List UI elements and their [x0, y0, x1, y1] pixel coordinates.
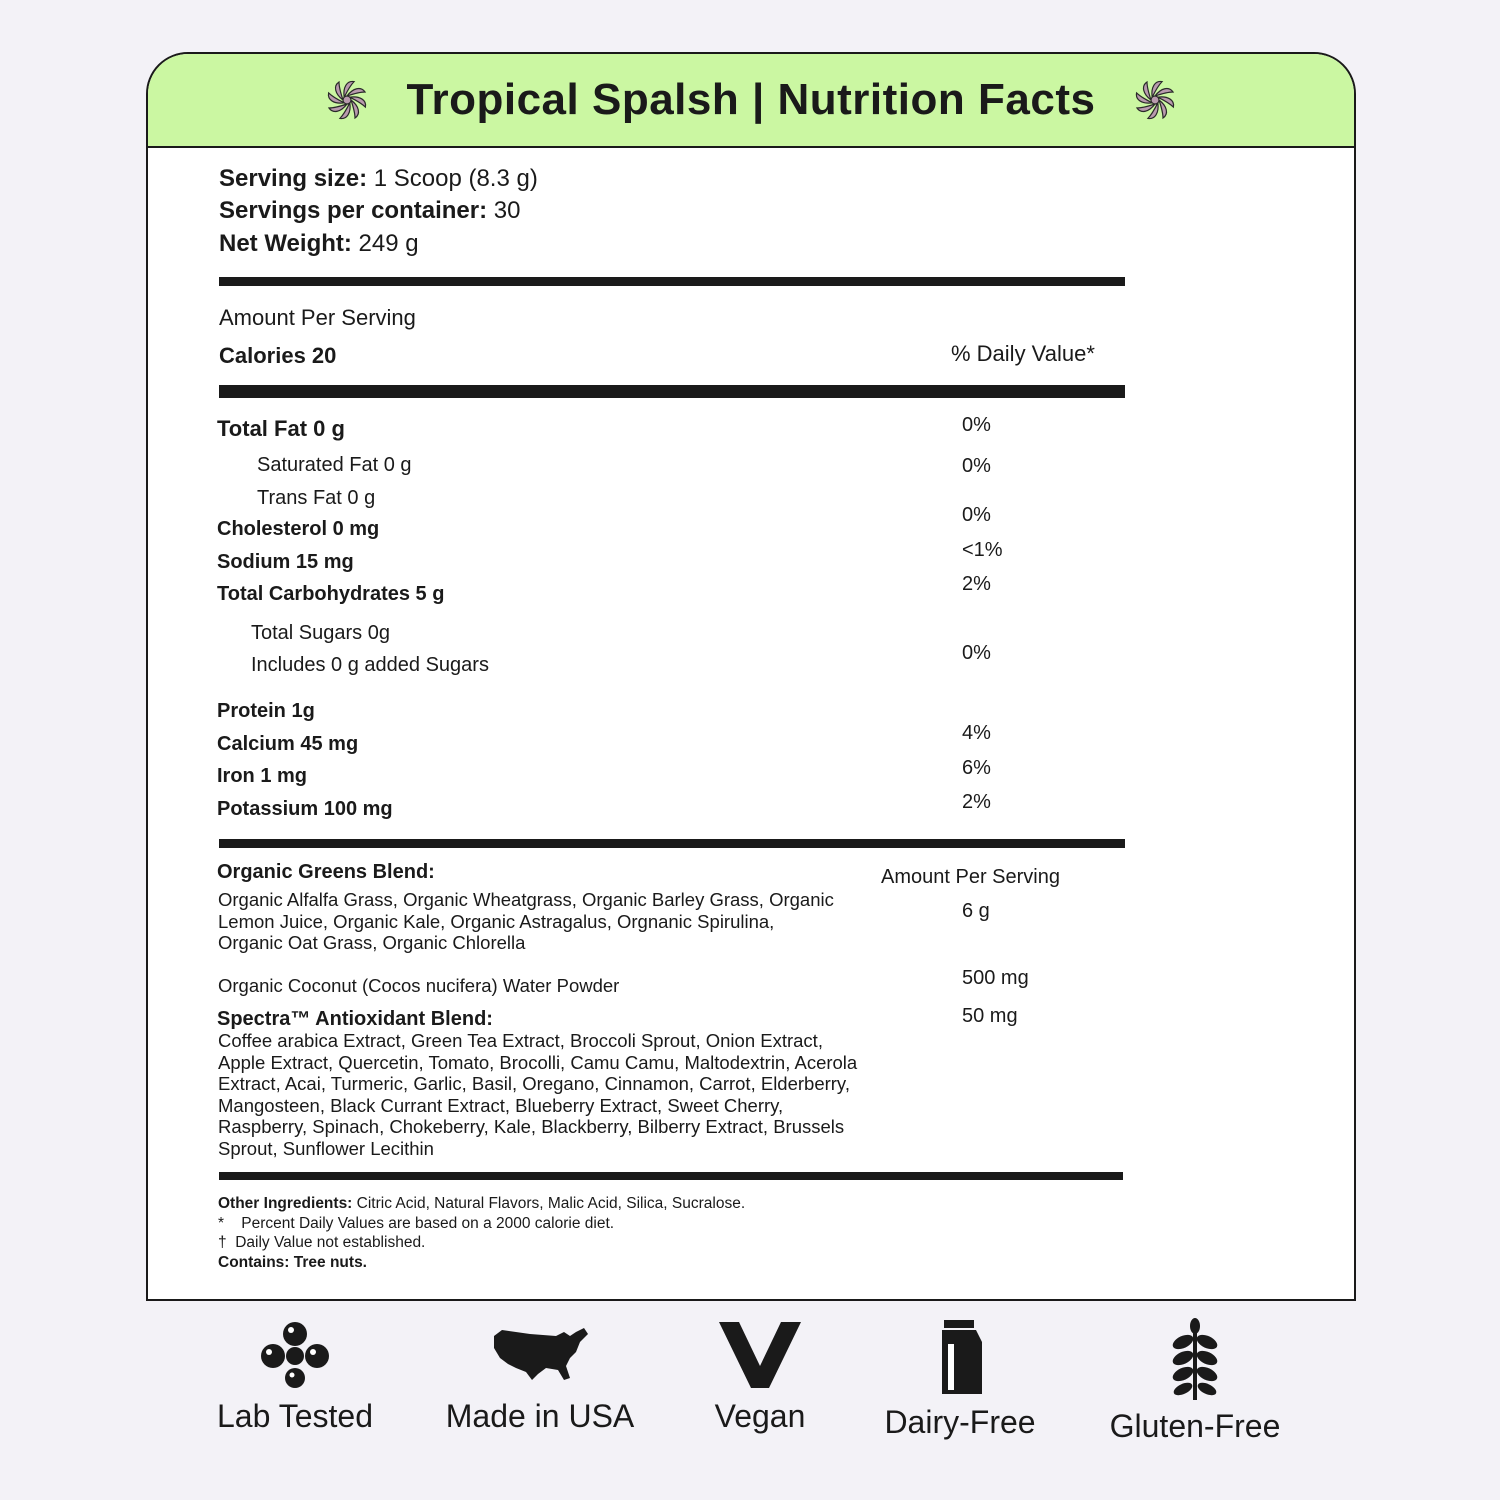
nutrient-dv: 0% [962, 504, 991, 526]
vegan-v-icon [717, 1318, 803, 1390]
nutrient-name: Includes 0 g added Sugars [251, 654, 489, 676]
greens-blend-amount: 6 g [962, 900, 990, 922]
divider [219, 839, 1125, 848]
panel-header [148, 54, 1354, 148]
page-title: Tropical Spalsh | Nutrition Facts [406, 75, 1096, 124]
calories: Calories 20 [219, 343, 337, 368]
nutrient-dv: 2% [962, 573, 991, 595]
flower-icon [1129, 74, 1181, 126]
nutrient-name: Total Carbohydrates 5 g [217, 583, 445, 605]
badge-vegan [690, 1318, 830, 1435]
allergen-statement: Contains: Tree nuts. [218, 1254, 367, 1271]
badge-dairy-free [860, 1318, 1060, 1441]
servings-per-container: Servings per container: 30 [219, 197, 521, 224]
nutrient-dv: 6% [962, 757, 991, 779]
nutrient-dv: <1% [962, 539, 1003, 561]
badge-label: Lab Tested [217, 1398, 373, 1434]
net-weight: Net Weight: 249 g [219, 230, 419, 257]
amount-per-serving-label: Amount Per Serving [219, 305, 416, 330]
coconut-water-powder: Organic Coconut (Cocos nucifera) Water Powder [218, 975, 620, 996]
usa-map-icon [490, 1318, 590, 1390]
serving-size: Serving size: 1 Scoop (8.3 g) [219, 165, 538, 192]
coconut-amount: 500 mg [962, 967, 1029, 989]
divider [219, 1172, 1123, 1180]
divider [219, 277, 1125, 286]
nutrient-name: Total Sugars 0g [251, 622, 390, 644]
nutrient-name: Total Fat 0 g [217, 416, 345, 441]
daily-value-header: % Daily Value* [951, 341, 1095, 366]
nutrient-dv: 2% [962, 791, 991, 813]
badge-label: Gluten-Free [1109, 1408, 1281, 1444]
badge-gluten-free [1090, 1318, 1300, 1445]
wheat-icon [1165, 1318, 1225, 1400]
badge-label: Made in USA [445, 1398, 635, 1434]
milk-carton-icon [936, 1318, 984, 1396]
nutrient-name: Trans Fat 0 g [257, 487, 376, 509]
badge-label: Vegan [714, 1398, 806, 1434]
nutrient-dv: 0% [962, 455, 991, 477]
badge-lab-tested [195, 1318, 395, 1435]
nutrient-name: Potassium 100 mg [217, 798, 393, 820]
flower-icon [321, 74, 373, 126]
blend-amount-header: Amount Per Serving [881, 866, 1060, 888]
nutrient-name: Iron 1 mg [217, 765, 308, 787]
nutrition-facts-panel [146, 52, 1356, 1301]
spectra-blend-ingredients: Coffee arabica Extract, Green Tea Extract, Broccoli Sprout, Onion Extract, Apple Extract, Quercetin, Tomato, Brocolli, Camu Camu, Maltodextrin, Acerola Extract, Acai, Turmeric, Garlic, Basil, Oregano, Cinnamon, Carrot, Elderberry, Mangosteen, Black Currant Extract, Blueberry Extract, Sweet Cherry, Raspberry, Spinach, Chokeberry, Kale, Blackberry, Bilberry Extract, Brussels Sprout, Sunflower Lecithin [218, 1030, 858, 1159]
badges-row [0, 1318, 1500, 1468]
spectra-amount: 50 mg [962, 1005, 1018, 1027]
nutrient-name: Protein 1g [217, 700, 315, 722]
divider [219, 385, 1125, 398]
daily-value-not-established-note: † Daily Value not established. [218, 1234, 426, 1251]
other-ingredients: Other Ingredients: Citric Acid, Natural Flavors, Malic Acid, Silica, Sucralose. [218, 1195, 746, 1212]
spectra-blend-title: Spectra™ Antioxidant Blend: [217, 1008, 493, 1030]
greens-blend-ingredients: Organic Alfalfa Grass, Organic Wheatgrass, Organic Barley Grass, Organic Lemon Juice, Organic Kale, Organic Astragalus, Orgnanic Spirulina, Organic Oat Grass, Organic Chlorella [218, 889, 834, 953]
lab-tested-icon [259, 1318, 331, 1390]
nutrient-name: Saturated Fat 0 g [257, 454, 412, 476]
badge-label: Dairy-Free [884, 1404, 1036, 1440]
nutrient-name: Calcium 45 mg [217, 733, 359, 755]
daily-value-note: * Percent Daily Values are based on a 2000 calorie diet. [218, 1215, 615, 1232]
nutrient-name: Cholesterol 0 mg [217, 518, 380, 540]
nutrient-name: Sodium 15 mg [217, 551, 354, 573]
nutrient-dv: 0% [962, 642, 991, 664]
badge-made-in-usa [430, 1318, 650, 1435]
greens-blend-title: Organic Greens Blend: [217, 861, 435, 883]
nutrient-dv: 4% [962, 722, 991, 744]
nutrient-dv: 0% [962, 414, 991, 436]
